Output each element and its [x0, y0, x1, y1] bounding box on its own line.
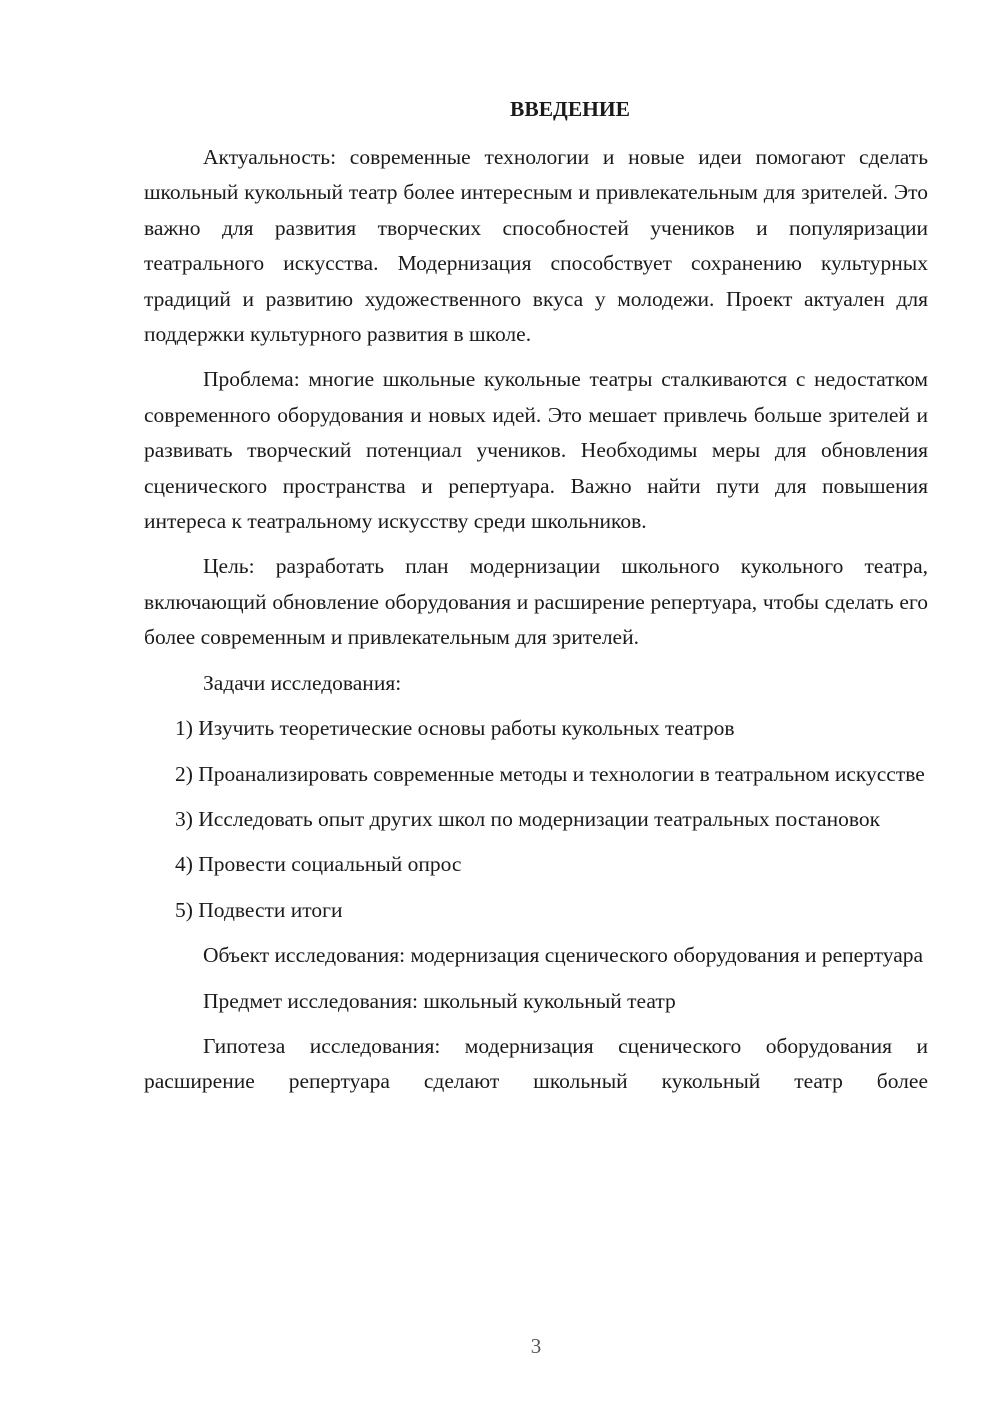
task-item-3: 3) Исследовать опыт других школ по модернизации театральных постановок — [175, 806, 881, 831]
task-item-4: 4) Провести социальный опрос — [175, 852, 462, 877]
page-number: 3 — [530, 1334, 542, 1358]
task-item-5: 5) Подвести итоги — [175, 897, 343, 922]
paragraph-goal: Цель: разработать план модернизации школьного кукольного театра, включающий обновление оборудования и расширение репертуара, чтобы сделать его более современным и привлекательным для зрителей. — [144, 554, 928, 650]
paragraph-object: Объект исследования: модернизация сценического оборудования и репертуара — [203, 943, 924, 968]
task-item-1: 1) Изучить теоретические основы работы кукольных театров — [175, 716, 735, 741]
paragraph-hypothesis: Гипотеза исследования: модернизация сценического оборудования и расширение репертуара сделают школьный кукольный театр более — [144, 1033, 928, 1094]
paragraph-relevance: Актуальность: современные технологии и новые идеи помогают сделать школьный кукольный театр более интересным и привлекательным для зрителей. Это важно для развития творческих способностей учеников и популяризации театрального искусства. Модернизация способствует сохранению культурных традиций и развитию художественного вкуса у молодежи. Проект актуален для поддержки культурного развития в школе. — [144, 145, 928, 347]
tasks-heading: Задачи исследования: — [203, 670, 402, 695]
page-title: ВВЕДЕНИЕ — [510, 97, 630, 121]
document-page — [144, 92, 928, 1100]
paragraph-subject: Предмет исследования: школьный кукольный театр — [203, 988, 676, 1013]
task-item-2: 2) Проанализировать современные методы и технологии в театральном искусстве — [175, 761, 925, 786]
paragraph-problem: Проблема: многие школьные кукольные театры сталкиваются с недостатком современного оборудования и новых идей. Это мешает привлечь больше зрителей и развивать творческий потенциал учеников. Необходимы меры для обновления сценического пространства и репертуара. Важно найти пути для повышения интереса к театральному искусству среди школьников. — [144, 367, 928, 534]
